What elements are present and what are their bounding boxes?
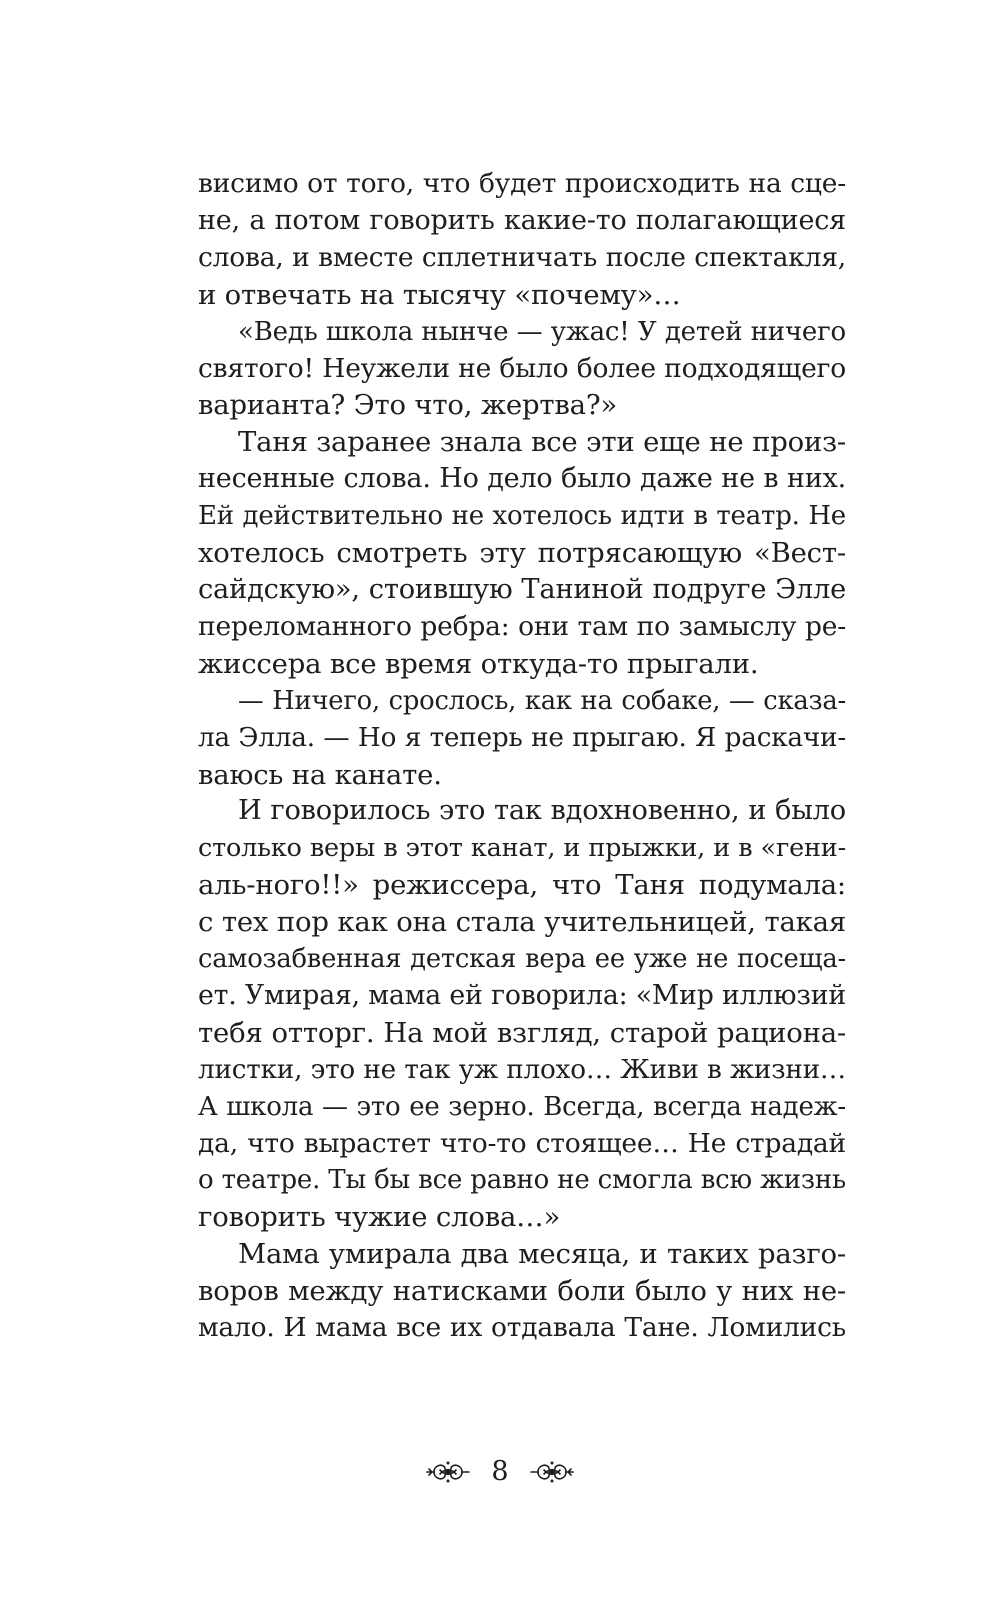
- text-line: переломанного ребра: они там по замыслу ре-: [198, 610, 846, 642]
- text-line: столько веры в этот канат, и прыжки, и в «гени-: [198, 833, 846, 864]
- body-text: [198, 166, 846, 1347]
- text-line: висимо от того, что будет происходить на сце-: [198, 168, 846, 199]
- text-line: Таня заранее знала все эти еще не произ-: [238, 426, 846, 459]
- text-line: говорить чужие слова…»: [198, 1201, 561, 1234]
- scroll-ornament-icon: [425, 1457, 471, 1487]
- text-line: жиссера все время откуда-то прыгали.: [198, 647, 759, 680]
- text-line: самозабвенная детская вера ее уже не посеща-: [198, 944, 846, 975]
- text-line: ла Элла. — Но я теперь не прыгаю. Я раскачи-: [198, 722, 846, 753]
- text-line: «Ведь школа нынче — ужас! У детей ничего: [238, 316, 846, 347]
- text-line: аль-ного!!» режиссера, что Таня подумала:: [198, 869, 846, 902]
- text-line: хотелось смотреть эту потрясающую «Вест-: [198, 537, 846, 570]
- text-line: тебя отторг. На мой взгляд, старой рациона-: [198, 1016, 846, 1049]
- text-line: с тех пор как она стала учительницей, такая: [198, 906, 846, 939]
- text-line: А школа — это ее зерно. Всегда, всегда надеж-: [198, 1091, 846, 1122]
- text-line: ваюсь на канате.: [198, 758, 442, 791]
- text-line: слова, и вместе сплетничать после спектакля,: [198, 241, 846, 273]
- page-number: 8: [491, 1456, 509, 1487]
- text-line: да, что вырастет что-то стоящее… Не страдай: [198, 1127, 846, 1159]
- text-line: листки, это не так уж плохо… Живи в жизни…: [198, 1054, 846, 1085]
- text-line: святого! Неужели не было более подходящего: [198, 352, 846, 384]
- text-line: мало. И мама все их отдавала Тане. Ломились: [198, 1312, 846, 1344]
- text-line: Мама умирала два месяца, и таких разго-: [238, 1238, 846, 1271]
- text-line: воров между натисками боли было у них не-: [198, 1275, 846, 1308]
- text-line: и отвечать на тысячу «почему»…: [198, 278, 681, 311]
- page-footer: [0, 1452, 1000, 1492]
- text-line: Ей действительно не хотелось идти в театр. Не: [198, 501, 846, 532]
- text-line: — Ничего, срослось, как на собаке, — сказа-: [238, 685, 846, 716]
- text-line: не, а потом говорить какие-то полагающиеся: [198, 204, 846, 236]
- text-line: несенные слова. Но дело было даже не в них.: [198, 463, 846, 495]
- text-line: варианта? Это что, жертва?»: [198, 389, 618, 422]
- text-line: И говорилось это так вдохновенно, и было: [238, 795, 846, 827]
- text-line: сайдскую», стоившую Таниной подруге Элле: [198, 573, 846, 605]
- text-line: ет. Умирая, мама ей говорила: «Мир иллюзий: [198, 979, 846, 1011]
- scroll-ornament-icon: [529, 1457, 575, 1487]
- text-line: о театре. Ты бы все равно не смогла всю жизнь: [198, 1165, 846, 1196]
